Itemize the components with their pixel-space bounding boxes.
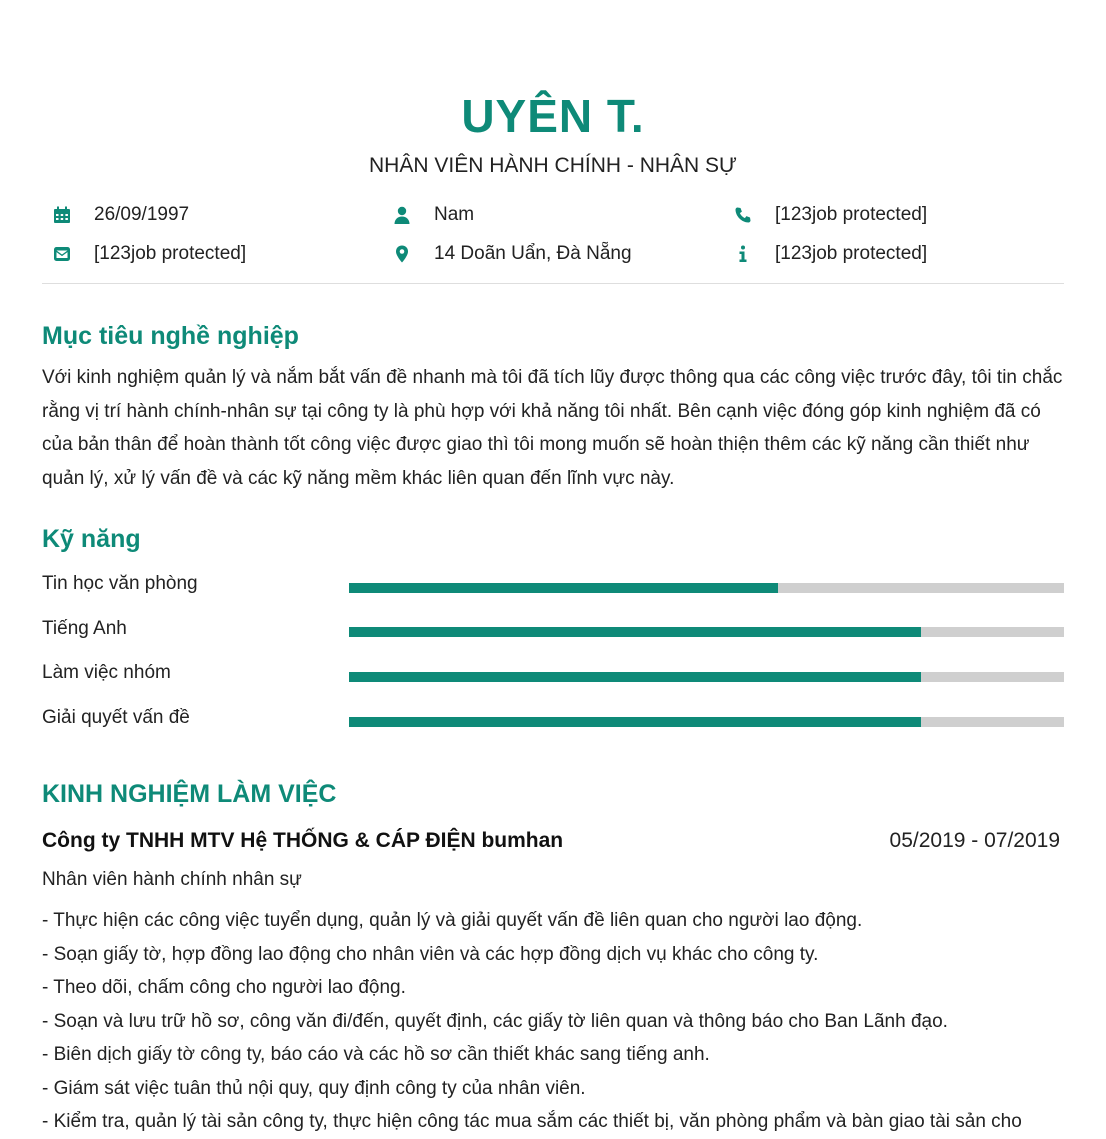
skill-bar-fill xyxy=(349,583,778,593)
phone-icon xyxy=(732,204,754,226)
skill-bar xyxy=(349,583,1064,593)
skills-title: Kỹ năng xyxy=(42,525,141,553)
job-position: NHÂN VIÊN HÀNH CHÍNH - NHÂN SỰ xyxy=(369,154,737,177)
duty-list xyxy=(42,904,1072,1139)
duty-item: - Giám sát việc tuân thủ nội quy, quy định công ty của nhân viên. xyxy=(42,1077,586,1099)
user-icon xyxy=(391,204,413,226)
address-value: 14 Doãn Uẩn, Đà Nẵng xyxy=(434,243,632,264)
experience-title: KINH NGHIỆM LÀM VIỆC xyxy=(42,780,337,808)
address-info xyxy=(391,242,632,266)
company-name: Công ty TNHH MTV Hệ THỐNG & CÁP ĐIỆN bumhan xyxy=(42,829,564,852)
skill-name: Tiếng Anh xyxy=(42,618,127,639)
gender-value: Nam xyxy=(434,204,475,225)
envelope-icon xyxy=(51,243,73,265)
skill-name: Làm việc nhóm xyxy=(42,662,171,683)
skill-name: Tin học văn phòng xyxy=(42,573,198,594)
candidate-name: UYÊN T. xyxy=(461,90,645,142)
objective-text: Với kinh nghiệm quản lý và nắm bắt vấn đề nhanh mà tôi đã tích lũy được thông qua các công việc trước đây, tôi tin chắc rằng vị trí hành chính-nhân sự tại công ty là phù hợp với khả năng tôi nhất. Bên cạnh việc đóng góp kinh nghiệm đã có của bản thân để hoàn thành tốt công việc được giao thì tôi mong muốn sẽ hoàn thiện thêm các kỹ năng cần thiết như quản lý, xử lý vấn đề và các kỹ năng mềm khác liên quan đến lĩnh vực này. xyxy=(42,367,1063,489)
work-period: 05/2019 - 07/2019 xyxy=(889,829,1060,852)
skill-bar xyxy=(349,717,1064,727)
website-info xyxy=(732,242,927,266)
duty-item: - Thực hiện các công việc tuyển dụng, quản lý và giải quyết vấn đề liên quan cho người lao động. xyxy=(42,910,863,931)
map-marker-icon xyxy=(391,243,413,265)
header-divider xyxy=(42,283,1064,284)
duty-item: - Soạn và lưu trữ hồ sơ, công văn đi/đến, quyết định, các giấy tờ liên quan và thông báo cho Ban Lãnh đạo. xyxy=(42,1010,948,1032)
duty-item: - Biên dịch giấy tờ công ty, báo cáo và các hồ sơ cần thiết khác sang tiếng anh. xyxy=(42,1044,710,1065)
phone-info xyxy=(732,203,927,227)
skill-bar-fill xyxy=(349,672,921,682)
website-value: [123job protected] xyxy=(775,243,928,264)
duty-item: - Theo dõi, chấm công cho người lao động. xyxy=(42,977,406,998)
email-value: [123job protected] xyxy=(94,243,247,264)
email-info xyxy=(51,242,246,266)
skill-name: Giải quyết vấn đề xyxy=(42,707,190,728)
objective-title: Mục tiêu nghề nghiệp xyxy=(42,322,299,350)
duty-item: - Soạn giấy tờ, hợp đồng lao động cho nhân viên và các hợp đồng dịch vụ khác cho công ty. xyxy=(42,943,819,965)
skill-bar-fill xyxy=(349,717,921,727)
phone-value: [123job protected] xyxy=(775,204,928,225)
skill-bar xyxy=(349,672,1064,682)
skill-bar xyxy=(349,627,1064,637)
birthday-value: 26/09/1997 xyxy=(94,204,190,225)
duty-item: - Kiểm tra, quản lý tài sản công ty, thực hiện công tác mua sắm các thiết bị, văn phòng phẩm và bàn giao tài sản cho xyxy=(42,1111,1022,1132)
birthday-info xyxy=(51,203,189,227)
skill-bar-fill xyxy=(349,627,921,637)
calendar-icon xyxy=(51,204,73,226)
job-role: Nhân viên hành chính nhân sự xyxy=(42,869,302,890)
gender-info xyxy=(391,203,474,227)
info-icon xyxy=(732,243,754,265)
